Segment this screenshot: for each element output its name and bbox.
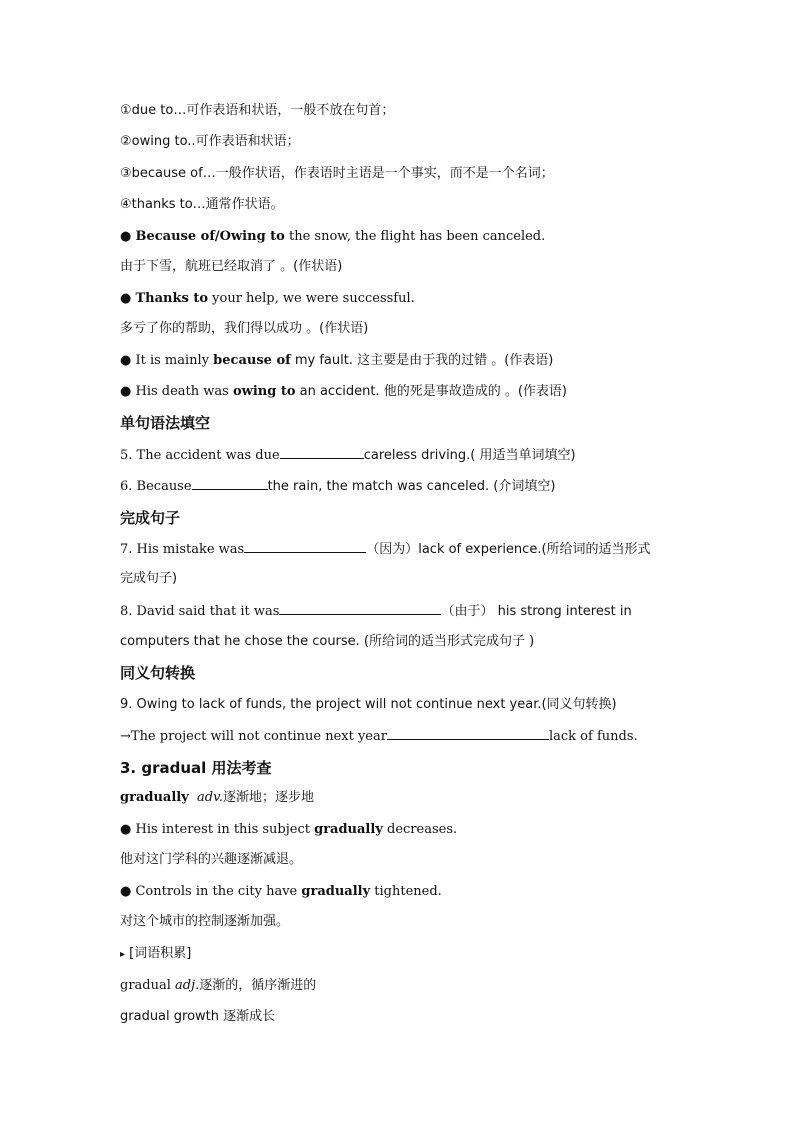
answer-blank[interactable]: [192, 477, 268, 490]
exercise-5: 5. The accident was due careless driving.( 用适当单词填空): [120, 448, 576, 463]
part-of-speech: adj.: [175, 978, 200, 993]
bullet: ●: [120, 822, 132, 837]
exercise-9-rewrite: →The project will not continue next year lack of funds.: [120, 729, 638, 744]
gradual-growth-phrase: gradual growth 逐渐成长: [120, 1009, 276, 1024]
gradually-example-1: ● His interest in this subject gradually decreases.: [120, 822, 458, 837]
example-owing-to: [120, 383, 567, 401]
exercise-8-continued: computers that he chose the course. (所给词的适当形式完成句子 ): [120, 634, 535, 649]
example-text: your help, we were successful.: [208, 291, 415, 306]
exercise-7: 7. His mistake was （因为）lack of experience.(所给词的适当形式: [120, 542, 651, 557]
section-heading-gradual-usage: 3. gradual 用法考查: [120, 759, 272, 777]
definition: 逐渐地；逐步地: [223, 790, 315, 805]
example-text: His death was: [131, 384, 233, 399]
note-because-of: ③because of…一般作状语，作表语时主语是一个事实，而不是一个名词；: [120, 166, 554, 181]
section-heading-synonymous-sentences: 同义句转换: [120, 664, 196, 682]
example-keyword: Thanks to: [135, 291, 209, 306]
example-keyword: because of: [213, 353, 291, 368]
answer-blank[interactable]: [280, 446, 364, 459]
example-text: the snow, the flight has been canceled.: [284, 229, 546, 244]
bullet: ●: [120, 353, 132, 368]
exercise-6: 6. Because the rain, the match was canceled. (介词填空): [120, 479, 556, 494]
part-of-speech: adv.: [197, 790, 224, 805]
headword: gradually: [120, 790, 189, 805]
gradually-definition: [120, 789, 314, 807]
bullet: ●: [120, 884, 132, 899]
gradually-example-2-translation: 对这个城市的控制逐渐加强。: [120, 914, 290, 929]
answer-blank[interactable]: [244, 540, 366, 553]
triangle-marker-icon: ▸: [120, 949, 126, 960]
example-keyword: owing to: [232, 384, 296, 399]
gradually-example-1-translation: 他对这门学科的兴趣逐渐减退。: [120, 852, 303, 867]
bullet: ●: [120, 291, 132, 306]
exercise-7-continued: 完成句子): [120, 571, 178, 586]
example-because-of-translation: 由于下雪，航班已经取消了 。(作状语): [120, 259, 343, 274]
example-thanks-to-translation: 多亏了你的帮助，我们得以成功 。(作状语): [120, 321, 369, 336]
example-because-of: [120, 228, 545, 246]
bullet: ●: [120, 384, 132, 399]
bullet: ●: [120, 229, 132, 244]
example-text: an accident. 他的死是事故造成的 。(作表语): [295, 384, 567, 399]
gradually-example-2: ● Controls in the city have gradually tightened.: [120, 884, 442, 899]
section-heading-complete-sentences: 完成句子: [120, 509, 181, 527]
note-due-to: ①due to…可作表语和状语，一般不放在句首；: [120, 103, 395, 118]
gradual-adjective-definition: gradual adj.逐渐的，循序渐进的: [120, 978, 317, 993]
answer-blank[interactable]: [387, 727, 549, 740]
section-heading-grammar-fill: 单句语法填空: [120, 414, 211, 432]
exercise-9: 9. Owing to lack of funds, the project will not continue next year.(同义句转换): [120, 697, 617, 712]
example-thanks-to: [120, 290, 415, 308]
note-thanks-to: ④thanks to…通常作状语。: [120, 197, 284, 212]
example-keyword: Because of/Owing to: [135, 229, 285, 244]
example-mainly-because-of: [120, 352, 553, 370]
exercise-8: 8. David said that it was （由于） his strong interest in: [120, 604, 632, 619]
example-text: my fault. 这主要是由于我的过错 。(作表语): [290, 353, 554, 368]
example-text: It is mainly: [131, 353, 214, 368]
answer-blank[interactable]: [279, 602, 441, 615]
word-accumulation-label: ▸ [词语积累]: [120, 946, 192, 961]
note-owing-to: ②owing to..可作表语和状语；: [120, 134, 300, 149]
